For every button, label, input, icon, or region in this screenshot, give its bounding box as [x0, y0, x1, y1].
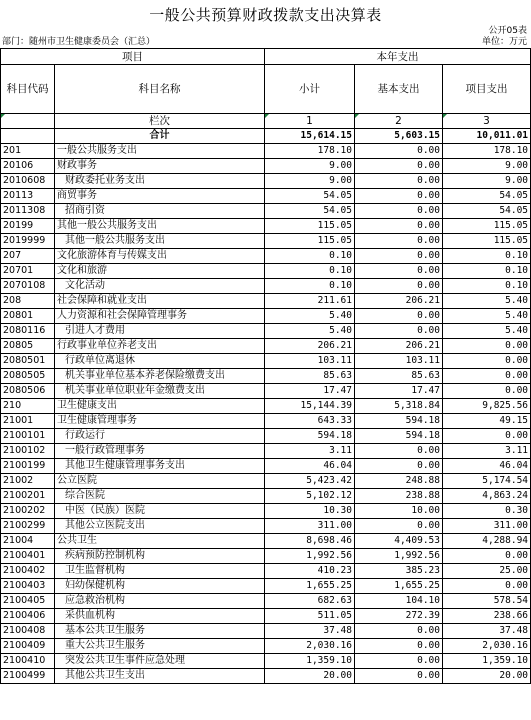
table-row — [1, 144, 531, 159]
row-code: 2010608 — [1, 174, 55, 189]
row-code: 21001 — [1, 414, 55, 429]
row-name: 一般行政管理事务 — [55, 444, 265, 459]
row-code: 2080116 — [1, 324, 55, 339]
row-name: 疾病预防控制机构 — [55, 549, 265, 564]
total-subtotal: 15,614.15 — [265, 129, 355, 144]
row-basic: 0.00 — [355, 219, 443, 234]
row-basic: 0.00 — [355, 669, 443, 684]
table-row — [1, 504, 531, 519]
row-subtotal: 9.00 — [265, 174, 355, 189]
table-row — [1, 429, 531, 444]
row-subtotal: 511.05 — [265, 609, 355, 624]
row-project: 0.00 — [443, 384, 531, 399]
row-name: 其他一般公共服务支出 — [55, 219, 265, 234]
row-subtotal: 0.10 — [265, 264, 355, 279]
row-subtotal: 0.10 — [265, 279, 355, 294]
row-project: 5,174.54 — [443, 474, 531, 489]
row-name: 公立医院 — [55, 474, 265, 489]
row-basic: 0.00 — [355, 144, 443, 159]
row-project: 0.00 — [443, 579, 531, 594]
row-subtotal: 115.05 — [265, 219, 355, 234]
row-code: 2100401 — [1, 549, 55, 564]
row-code: 20801 — [1, 309, 55, 324]
row-subtotal: 178.10 — [265, 144, 355, 159]
row-project: 578.54 — [443, 594, 531, 609]
row-basic: 5,318.84 — [355, 399, 443, 414]
form-number: 公开05表 — [488, 26, 527, 36]
row-basic: 0.00 — [355, 234, 443, 249]
table-row — [1, 369, 531, 384]
row-name: 突发公共卫生事件应急处理 — [55, 654, 265, 669]
row-name: 卫生监督机构 — [55, 564, 265, 579]
col-label-name: 栏次 — [55, 114, 265, 129]
header-subtotal: 小计 — [265, 65, 355, 114]
row-project: 0.10 — [443, 279, 531, 294]
row-subtotal: 410.23 — [265, 564, 355, 579]
row-code: 2100199 — [1, 459, 55, 474]
row-name: 行政单位离退休 — [55, 354, 265, 369]
row-name: 文化和旅游 — [55, 264, 265, 279]
row-project: 54.05 — [443, 189, 531, 204]
row-basic: 104.10 — [355, 594, 443, 609]
row-subtotal: 103.11 — [265, 354, 355, 369]
table-row — [1, 414, 531, 429]
row-code: 210 — [1, 399, 55, 414]
row-code: 201 — [1, 144, 55, 159]
row-basic: 0.00 — [355, 324, 443, 339]
row-project: 3.11 — [443, 444, 531, 459]
row-code: 2011308 — [1, 204, 55, 219]
row-subtotal: 2,030.16 — [265, 639, 355, 654]
row-project: 0.00 — [443, 549, 531, 564]
row-subtotal: 5.40 — [265, 309, 355, 324]
table-row — [1, 354, 531, 369]
row-name: 其他公共卫生支出 — [55, 669, 265, 684]
row-name: 文化旅游体育与传媒支出 — [55, 249, 265, 264]
row-subtotal: 5,102.12 — [265, 489, 355, 504]
row-code: 20701 — [1, 264, 55, 279]
row-project: 0.30 — [443, 504, 531, 519]
row-code: 2100410 — [1, 654, 55, 669]
row-subtotal: 46.04 — [265, 459, 355, 474]
table-row — [1, 399, 531, 414]
total-basic: 5,603.15 — [355, 129, 443, 144]
table-row — [1, 579, 531, 594]
total-code — [1, 129, 55, 144]
row-subtotal: 17.47 — [265, 384, 355, 399]
table-row — [1, 339, 531, 354]
row-basic: 206.21 — [355, 339, 443, 354]
table-row — [1, 609, 531, 624]
row-subtotal: 20.00 — [265, 669, 355, 684]
table-row — [1, 159, 531, 174]
row-basic: 248.88 — [355, 474, 443, 489]
row-basic: 0.00 — [355, 309, 443, 324]
row-project: 115.05 — [443, 219, 531, 234]
row-code: 2100499 — [1, 669, 55, 684]
row-name: 重大公共卫生服务 — [55, 639, 265, 654]
row-code: 2100409 — [1, 639, 55, 654]
row-project: 9.00 — [443, 174, 531, 189]
row-basic: 0.00 — [355, 624, 443, 639]
table-row — [1, 519, 531, 534]
row-project: 37.48 — [443, 624, 531, 639]
row-name: 财政事务 — [55, 159, 265, 174]
row-basic: 385.23 — [355, 564, 443, 579]
row-project: 49.15 — [443, 414, 531, 429]
row-basic: 103.11 — [355, 354, 443, 369]
table-row — [1, 474, 531, 489]
table-row — [1, 324, 531, 339]
row-name: 商贸事务 — [55, 189, 265, 204]
row-subtotal: 85.63 — [265, 369, 355, 384]
row-project: 1,359.10 — [443, 654, 531, 669]
row-name: 妇幼保健机构 — [55, 579, 265, 594]
row-project: 0.00 — [443, 369, 531, 384]
row-subtotal: 15,144.39 — [265, 399, 355, 414]
row-basic: 206.21 — [355, 294, 443, 309]
table-row — [1, 624, 531, 639]
table-row — [1, 639, 531, 654]
row-name: 基本公共卫生服务 — [55, 624, 265, 639]
row-basic: 0.00 — [355, 159, 443, 174]
row-basic: 238.88 — [355, 489, 443, 504]
header-basic: 基本支出 — [355, 65, 443, 114]
spreadsheet — [0, 48, 531, 720]
row-project: 4,863.24 — [443, 489, 531, 504]
header-project-exp: 项目支出 — [443, 65, 531, 114]
row-name: 财政委托业务支出 — [55, 174, 265, 189]
row-name: 行政事业单位养老支出 — [55, 339, 265, 354]
row-code: 207 — [1, 249, 55, 264]
unit-label: 单位：万元 — [481, 37, 527, 47]
department-label: 部门：随州市卫生健康委员会（汇总） — [2, 37, 156, 47]
table-row — [1, 444, 531, 459]
row-subtotal: 10.30 — [265, 504, 355, 519]
row-basic: 0.00 — [355, 249, 443, 264]
header-project: 项目 — [1, 49, 265, 65]
row-code: 208 — [1, 294, 55, 309]
row-project: 5.40 — [443, 309, 531, 324]
table-row — [1, 594, 531, 609]
row-code: 2100408 — [1, 624, 55, 639]
row-subtotal: 594.18 — [265, 429, 355, 444]
header-name: 科目名称 — [55, 65, 265, 114]
row-name: 其他卫生健康管理事务支出 — [55, 459, 265, 474]
row-name: 公共卫生 — [55, 534, 265, 549]
row-basic: 0.00 — [355, 189, 443, 204]
row-code: 21004 — [1, 534, 55, 549]
expenditure-table — [0, 48, 531, 684]
row-code: 20106 — [1, 159, 55, 174]
row-project: 9,825.56 — [443, 399, 531, 414]
col-label-3: 3 — [443, 114, 531, 129]
col-label-2: 2 — [355, 114, 443, 129]
table-row — [1, 204, 531, 219]
row-subtotal: 206.21 — [265, 339, 355, 354]
table-row — [1, 459, 531, 474]
table-row — [1, 294, 531, 309]
row-basic: 272.39 — [355, 609, 443, 624]
row-project: 9.00 — [443, 159, 531, 174]
row-subtotal: 5.40 — [265, 324, 355, 339]
row-code: 2019999 — [1, 234, 55, 249]
row-name: 采供血机构 — [55, 609, 265, 624]
row-basic: 1,992.56 — [355, 549, 443, 564]
table-row — [1, 564, 531, 579]
table-row — [1, 219, 531, 234]
row-subtotal: 1,359.10 — [265, 654, 355, 669]
row-basic: 0.00 — [355, 639, 443, 654]
row-project: 5.40 — [443, 294, 531, 309]
row-project: 0.00 — [443, 354, 531, 369]
col-label-blank — [1, 114, 55, 129]
row-basic: 0.00 — [355, 174, 443, 189]
row-basic: 0.00 — [355, 444, 443, 459]
row-code: 2080505 — [1, 369, 55, 384]
row-code: 21002 — [1, 474, 55, 489]
row-name: 其他公立医院支出 — [55, 519, 265, 534]
row-project: 4,288.94 — [443, 534, 531, 549]
table-row — [1, 174, 531, 189]
row-code: 2100406 — [1, 609, 55, 624]
row-name: 文化活动 — [55, 279, 265, 294]
row-project: 46.04 — [443, 459, 531, 474]
table-row — [1, 534, 531, 549]
row-project: 54.05 — [443, 204, 531, 219]
row-name: 招商引资 — [55, 204, 265, 219]
row-name: 综合医院 — [55, 489, 265, 504]
total-project: 10,011.01 — [443, 129, 531, 144]
row-basic: 1,655.25 — [355, 579, 443, 594]
row-project: 115.05 — [443, 234, 531, 249]
row-basic: 0.00 — [355, 204, 443, 219]
row-basic: 10.00 — [355, 504, 443, 519]
row-code: 2100202 — [1, 504, 55, 519]
table-row — [1, 309, 531, 324]
row-subtotal: 1,655.25 — [265, 579, 355, 594]
row-code: 2080501 — [1, 354, 55, 369]
header-current-year: 本年支出 — [265, 49, 531, 65]
row-project: 25.00 — [443, 564, 531, 579]
row-project: 2,030.16 — [443, 639, 531, 654]
table-row — [1, 654, 531, 669]
row-name: 一般公共服务支出 — [55, 144, 265, 159]
row-code: 20805 — [1, 339, 55, 354]
table-row — [1, 549, 531, 564]
row-project: 178.10 — [443, 144, 531, 159]
row-subtotal: 37.48 — [265, 624, 355, 639]
row-code: 2100402 — [1, 564, 55, 579]
report-title: 一般公共预算财政拨款支出决算表 — [149, 6, 382, 24]
row-project: 0.10 — [443, 249, 531, 264]
row-subtotal: 8,698.46 — [265, 534, 355, 549]
table-row — [1, 189, 531, 204]
row-subtotal: 682.63 — [265, 594, 355, 609]
row-basic: 17.47 — [355, 384, 443, 399]
row-name: 应急救治机构 — [55, 594, 265, 609]
col-label-1: 1 — [265, 114, 355, 129]
table-row — [1, 384, 531, 399]
row-basic: 85.63 — [355, 369, 443, 384]
row-name: 引进人才费用 — [55, 324, 265, 339]
row-project: 0.00 — [443, 339, 531, 354]
row-code: 2100299 — [1, 519, 55, 534]
row-name: 行政运行 — [55, 429, 265, 444]
row-code: 2100403 — [1, 579, 55, 594]
row-project: 238.66 — [443, 609, 531, 624]
row-basic: 0.00 — [355, 654, 443, 669]
row-subtotal: 643.33 — [265, 414, 355, 429]
row-code: 2100102 — [1, 444, 55, 459]
row-subtotal: 3.11 — [265, 444, 355, 459]
row-basic: 594.18 — [355, 414, 443, 429]
row-name: 中医（民族）医院 — [55, 504, 265, 519]
row-basic: 0.00 — [355, 264, 443, 279]
table-row — [1, 279, 531, 294]
table-row — [1, 669, 531, 684]
row-subtotal: 5,423.42 — [265, 474, 355, 489]
row-subtotal: 0.10 — [265, 249, 355, 264]
row-code: 2100201 — [1, 489, 55, 504]
row-code: 2070108 — [1, 279, 55, 294]
row-subtotal: 54.05 — [265, 204, 355, 219]
row-name: 卫生健康支出 — [55, 399, 265, 414]
row-code: 2100101 — [1, 429, 55, 444]
row-name: 机关事业单位基本养老保险缴费支出 — [55, 369, 265, 384]
table-row — [1, 264, 531, 279]
row-project: 0.10 — [443, 264, 531, 279]
total-label: 合计 — [55, 129, 265, 144]
row-subtotal: 54.05 — [265, 189, 355, 204]
row-project: 311.00 — [443, 519, 531, 534]
row-subtotal: 115.05 — [265, 234, 355, 249]
row-code: 20199 — [1, 219, 55, 234]
table-row — [1, 249, 531, 264]
row-project: 5.40 — [443, 324, 531, 339]
row-name: 其他一般公共服务支出 — [55, 234, 265, 249]
header-code: 科目代码 — [1, 65, 55, 114]
row-name: 卫生健康管理事务 — [55, 414, 265, 429]
table-row — [1, 489, 531, 504]
row-project: 0.00 — [443, 429, 531, 444]
row-code: 20113 — [1, 189, 55, 204]
row-subtotal: 211.61 — [265, 294, 355, 309]
row-project: 20.00 — [443, 669, 531, 684]
row-name: 人力资源和社会保障管理事务 — [55, 309, 265, 324]
row-name: 社会保障和就业支出 — [55, 294, 265, 309]
row-code: 2080506 — [1, 384, 55, 399]
row-basic: 0.00 — [355, 459, 443, 474]
row-subtotal: 9.00 — [265, 159, 355, 174]
row-name: 机关事业单位职业年金缴费支出 — [55, 384, 265, 399]
row-basic: 0.00 — [355, 519, 443, 534]
row-basic: 4,409.53 — [355, 534, 443, 549]
row-basic: 0.00 — [355, 279, 443, 294]
row-subtotal: 311.00 — [265, 519, 355, 534]
table-row — [1, 234, 531, 249]
row-basic: 594.18 — [355, 429, 443, 444]
row-code: 2100405 — [1, 594, 55, 609]
row-subtotal: 1,992.56 — [265, 549, 355, 564]
